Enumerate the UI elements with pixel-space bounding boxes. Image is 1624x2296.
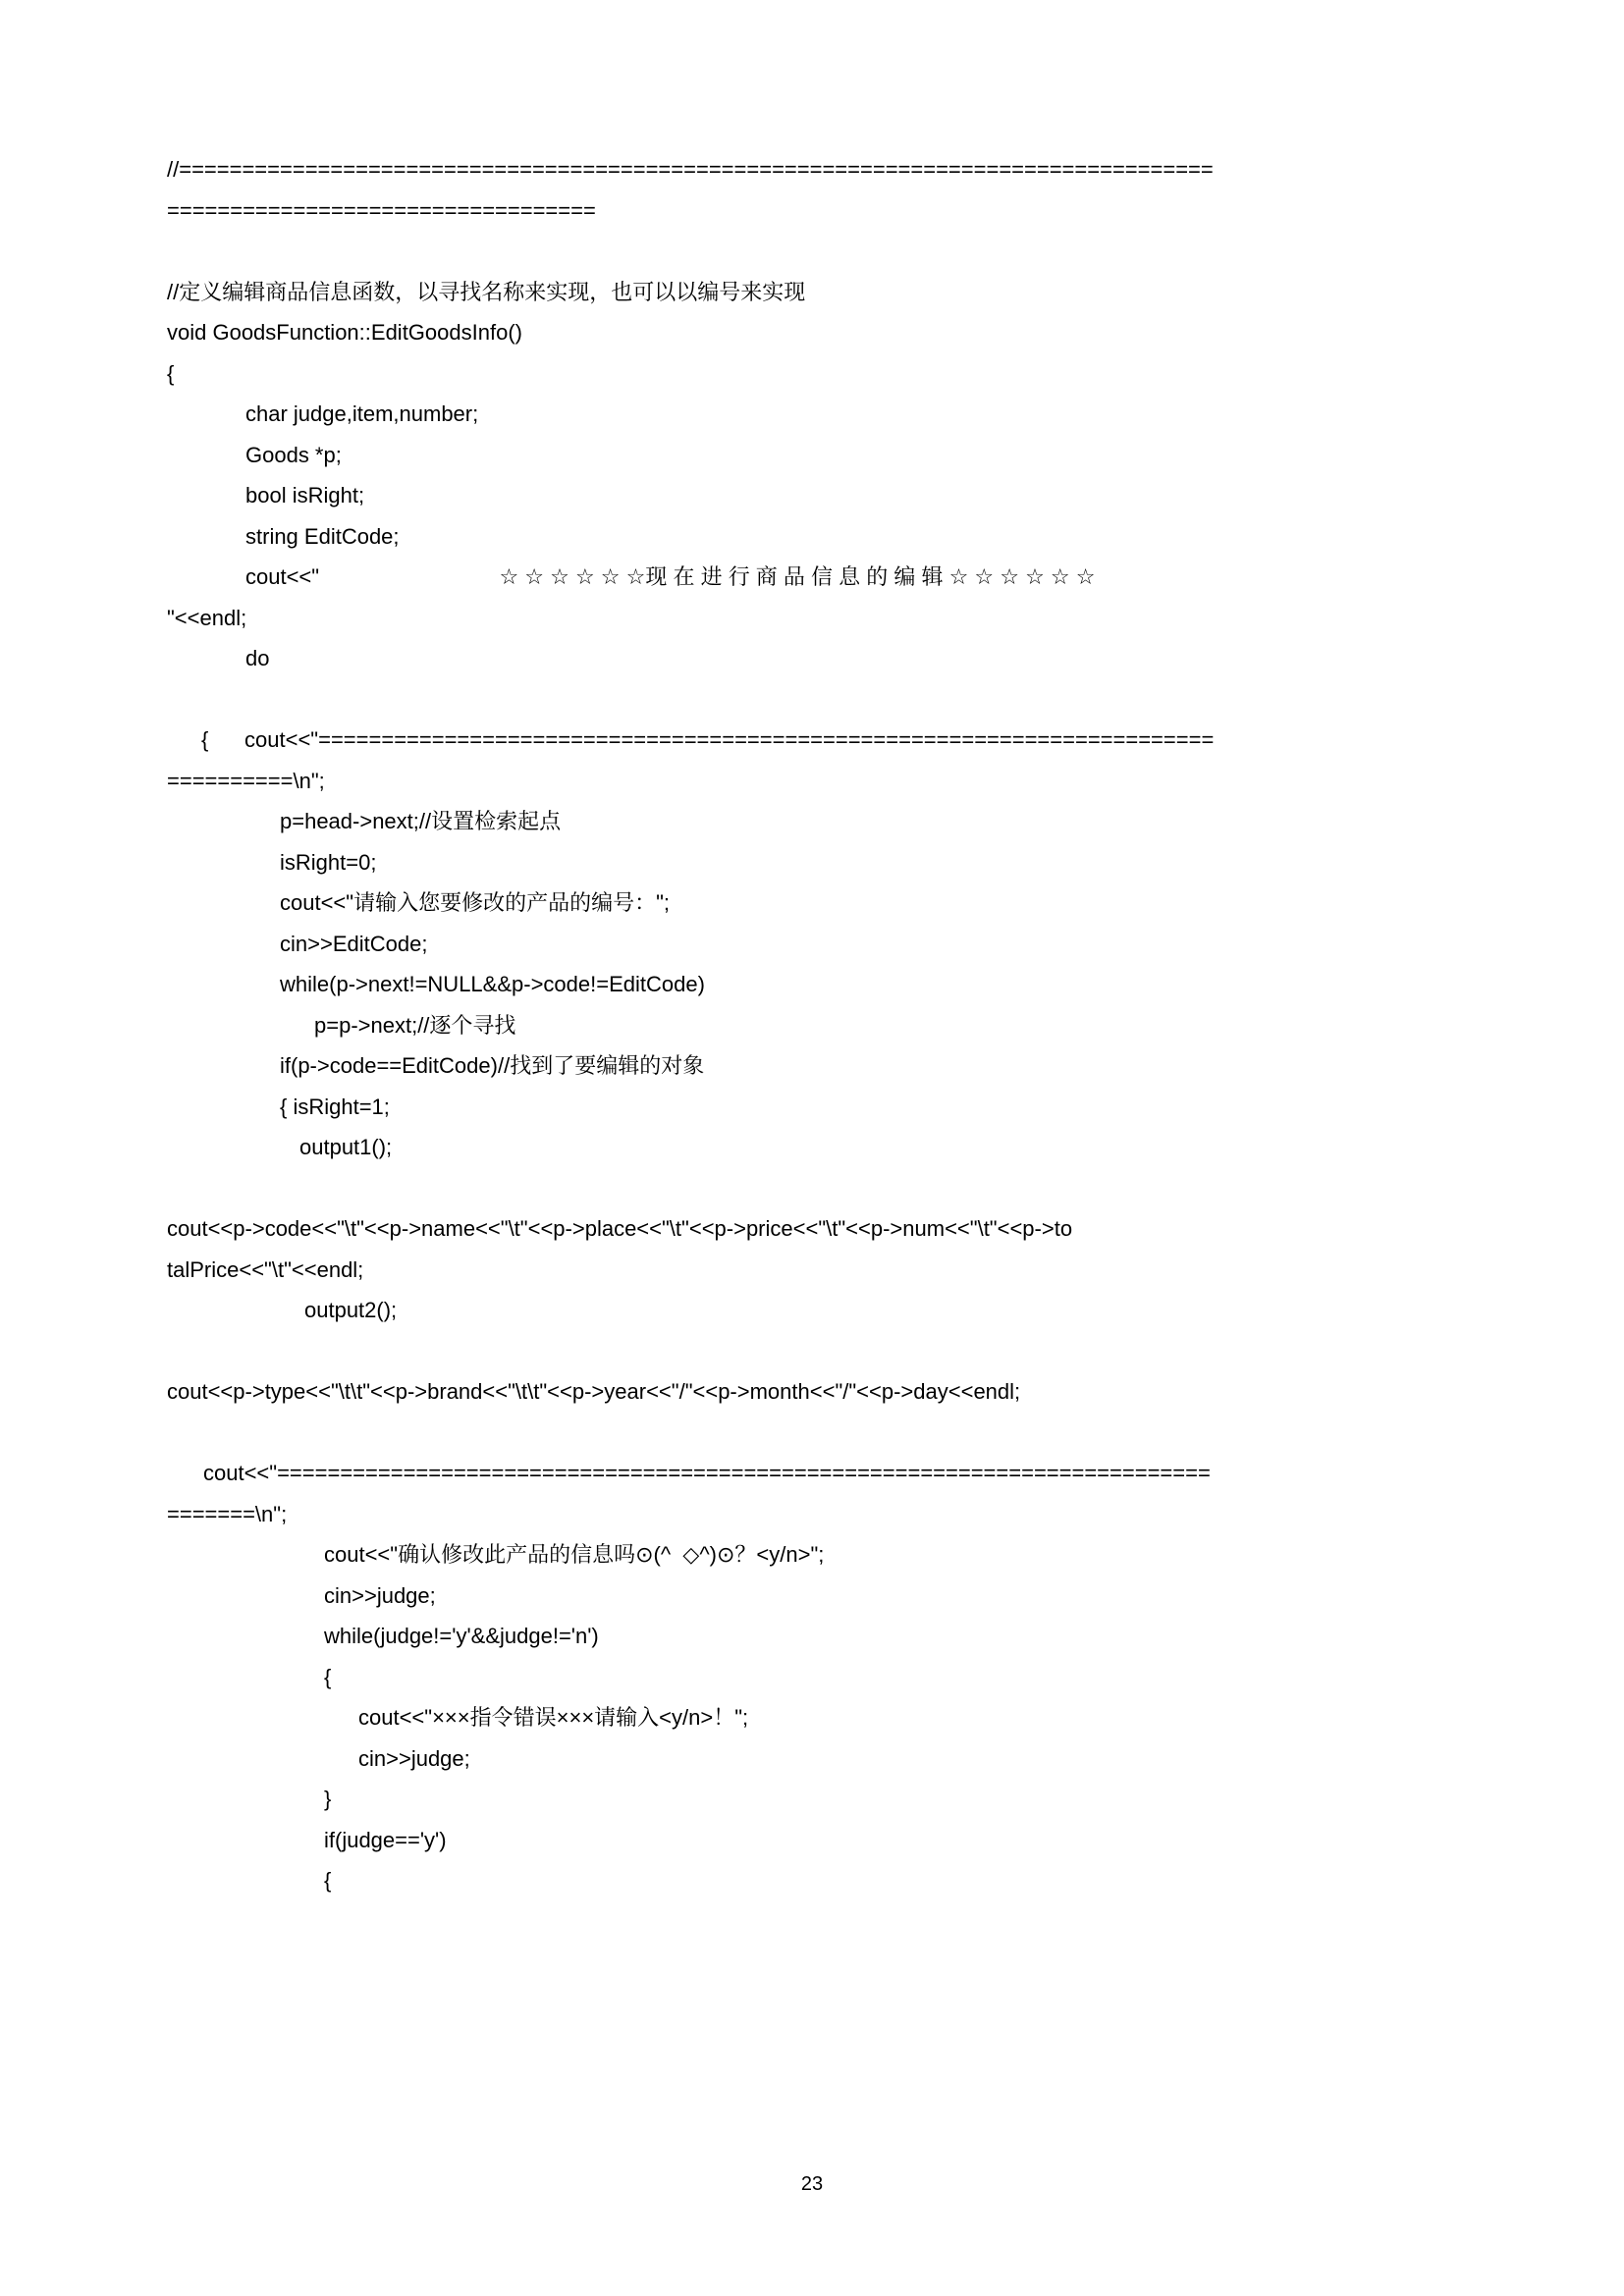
code-line: ================================== <box>167 197 596 223</box>
code-line: string EditCode; <box>245 523 400 549</box>
code-line: //定义编辑商品信息函数，以寻找名称来实现，也可以以编号来实现 <box>167 279 806 304</box>
code-line: bool isRight; <box>245 483 365 507</box>
code-line: { isRight=1; <box>280 1094 390 1119</box>
code-line: talPrice<<"\t"<<endl; <box>167 1256 364 1282</box>
code-line: cout<<" ☆ ☆ ☆ ☆ ☆ ☆现 在 进 行 商 品 信 息 的 编 辑 ☆ ☆ ☆ ☆ ☆ ☆ <box>245 564 1096 589</box>
code-line: while(p->next!=NULL&&p->code!=EditCode) <box>280 972 705 996</box>
code-line: isRight=0; <box>280 849 377 875</box>
code-line <box>167 679 1459 721</box>
code-line: cout<<"×××指令错误×××请输入<y/n>！"; <box>358 1705 749 1730</box>
code-line: cout<<"请输入您要修改的产品的编号："; <box>280 890 671 915</box>
code-line: void GoodsFunction::EditGoodsInfo() <box>167 320 522 345</box>
code-line: //================================================================================== <box>167 157 1214 182</box>
code-line: while(judge!='y'&&judge!='n') <box>324 1624 599 1648</box>
code-line: { cout<<"======================================================================= <box>201 727 1215 752</box>
code-line <box>167 1413 1459 1454</box>
code-line: } <box>324 1787 332 1811</box>
code-line: cout<<"========================================================================== <box>203 1461 1211 1485</box>
code-line: do <box>245 646 270 670</box>
page-number: 23 <box>800 2173 824 2195</box>
code-line: Goods *p; <box>245 442 342 467</box>
code-line: if(judge=='y') <box>324 1827 447 1852</box>
code-line: cout<<p->type<<"\t\t"<<p->brand<<"\t\t"<<p->year<<"/"<<p->month<<"/"<<p->day<<endl; <box>167 1379 1021 1404</box>
code-line: { <box>324 1868 332 1893</box>
code-line <box>167 231 1459 272</box>
code-line: cin>>judge; <box>324 1582 436 1608</box>
code-line: cout<<"确认修改此产品的信息吗⊙(^ ◇^)⊙？<y/n>"; <box>324 1542 825 1567</box>
code-line: =======\n"; <box>167 1501 288 1526</box>
code-line: output2(); <box>304 1298 398 1322</box>
code-line: char judge,item,number; <box>245 401 479 426</box>
code-line: if(p->code==EditCode)//找到了要编辑的对象 <box>280 1053 705 1078</box>
code-line <box>167 1168 1459 1209</box>
code-line: ==========\n"; <box>167 768 325 793</box>
code-line: cout<<p->code<<"\t"<<p->name<<"\t"<<p->place<<"\t"<<p->price<<"\t"<<p->num<<"\t"<<p->to <box>167 1216 1073 1241</box>
code-line: p=p->next;//逐个寻找 <box>314 1012 516 1038</box>
code-line: "<<endl; <box>167 605 247 630</box>
code-line: cin>>judge; <box>358 1745 470 1771</box>
code-line: p=head->next;//设置检索起点 <box>280 809 562 833</box>
code-line: output1(); <box>299 1135 393 1159</box>
code-line: { <box>324 1664 332 1689</box>
code-line: cin>>EditCode; <box>280 931 428 956</box>
code-line: { <box>167 360 175 386</box>
code-lines <box>167 149 1459 1901</box>
code-line <box>167 1331 1459 1372</box>
